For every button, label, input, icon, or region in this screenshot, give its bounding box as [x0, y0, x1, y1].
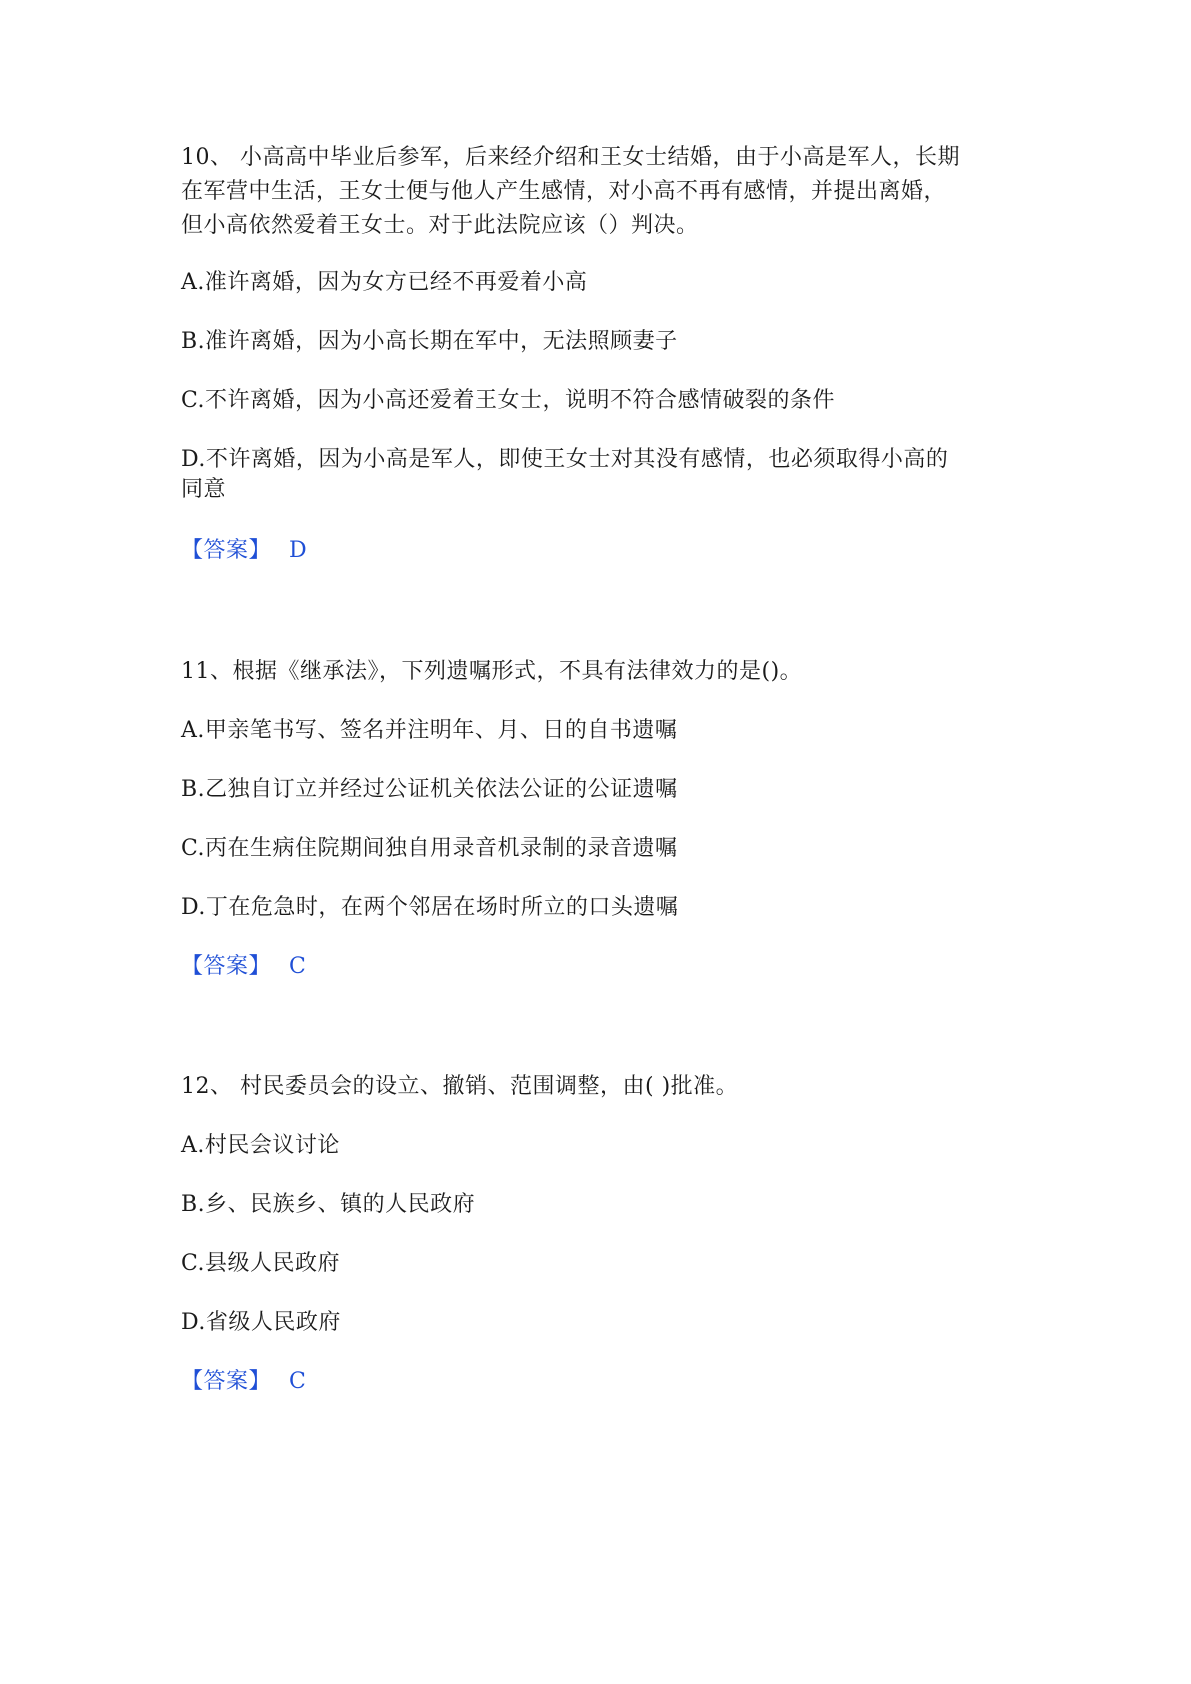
question-12-stem: 12、 村民委员会的设立、撤销、范围调整，由( )批准。 — [181, 1074, 739, 1099]
question-10-stem-line-2: 在军营中生活，王女士便与他人产生感情，对小高不再有感情，并提出离婚， — [181, 179, 947, 204]
question-10-option-b: B.准许离婚，因为小高长期在军中，无法照顾妻子 — [181, 329, 678, 354]
question-11-option-c: C.丙在生病住院期间独自用录音机录制的录音遗嘱 — [181, 836, 678, 861]
answer-value: C — [289, 1369, 307, 1394]
question-10-stem-line-3: 但小高依然爱着王女士。对于此法院应该（）判决。 — [181, 213, 699, 238]
question-11-option-d: D.丁在危急时，在两个邻居在场时所立的口头遗嘱 — [181, 895, 679, 920]
question-12-option-c: C.县级人民政府 — [181, 1251, 341, 1276]
question-11-stem: 11、根据《继承法》，下列遗嘱形式，不具有法律效力的是()。 — [181, 659, 803, 684]
question-12-option-d: D.省级人民政府 — [181, 1310, 341, 1335]
question-12-option-b: B.乡、民族乡、镇的人民政府 — [181, 1192, 476, 1217]
question-11-option-a: A.甲亲笔书写、签名并注明年、月、日的自书遗嘱 — [181, 718, 678, 743]
question-10-option-d-line-2: 同意 — [181, 477, 227, 502]
question-12-answer — [181, 1367, 306, 1397]
question-10-stem-line-1: 10、 小高高中毕业后参军，后来经介绍和王女士结婚，由于小高是军人，长期 — [181, 145, 960, 170]
question-11-answer — [181, 952, 306, 982]
question-12-option-a: A.村民会议讨论 — [181, 1133, 340, 1158]
answer-value: C — [289, 954, 307, 979]
question-10-option-a: A.准许离婚，因为女方已经不再爱着小高 — [181, 270, 588, 295]
answer-label: 【答案】 — [181, 538, 272, 563]
answer-label: 【答案】 — [181, 954, 272, 979]
answer-label: 【答案】 — [181, 1369, 272, 1394]
question-10-option-c: C.不许离婚，因为小高还爱着王女士，说明不符合感情破裂的条件 — [181, 388, 836, 413]
question-10-answer — [181, 536, 307, 566]
question-11-option-b: B.乙独自订立并经过公证机关依法公证的公证遗嘱 — [181, 777, 678, 802]
answer-value: D — [289, 538, 308, 563]
question-10-option-d-line-1: D.不许离婚，因为小高是军人，即使王女士对其没有感情，也必须取得小高的 — [181, 447, 949, 472]
